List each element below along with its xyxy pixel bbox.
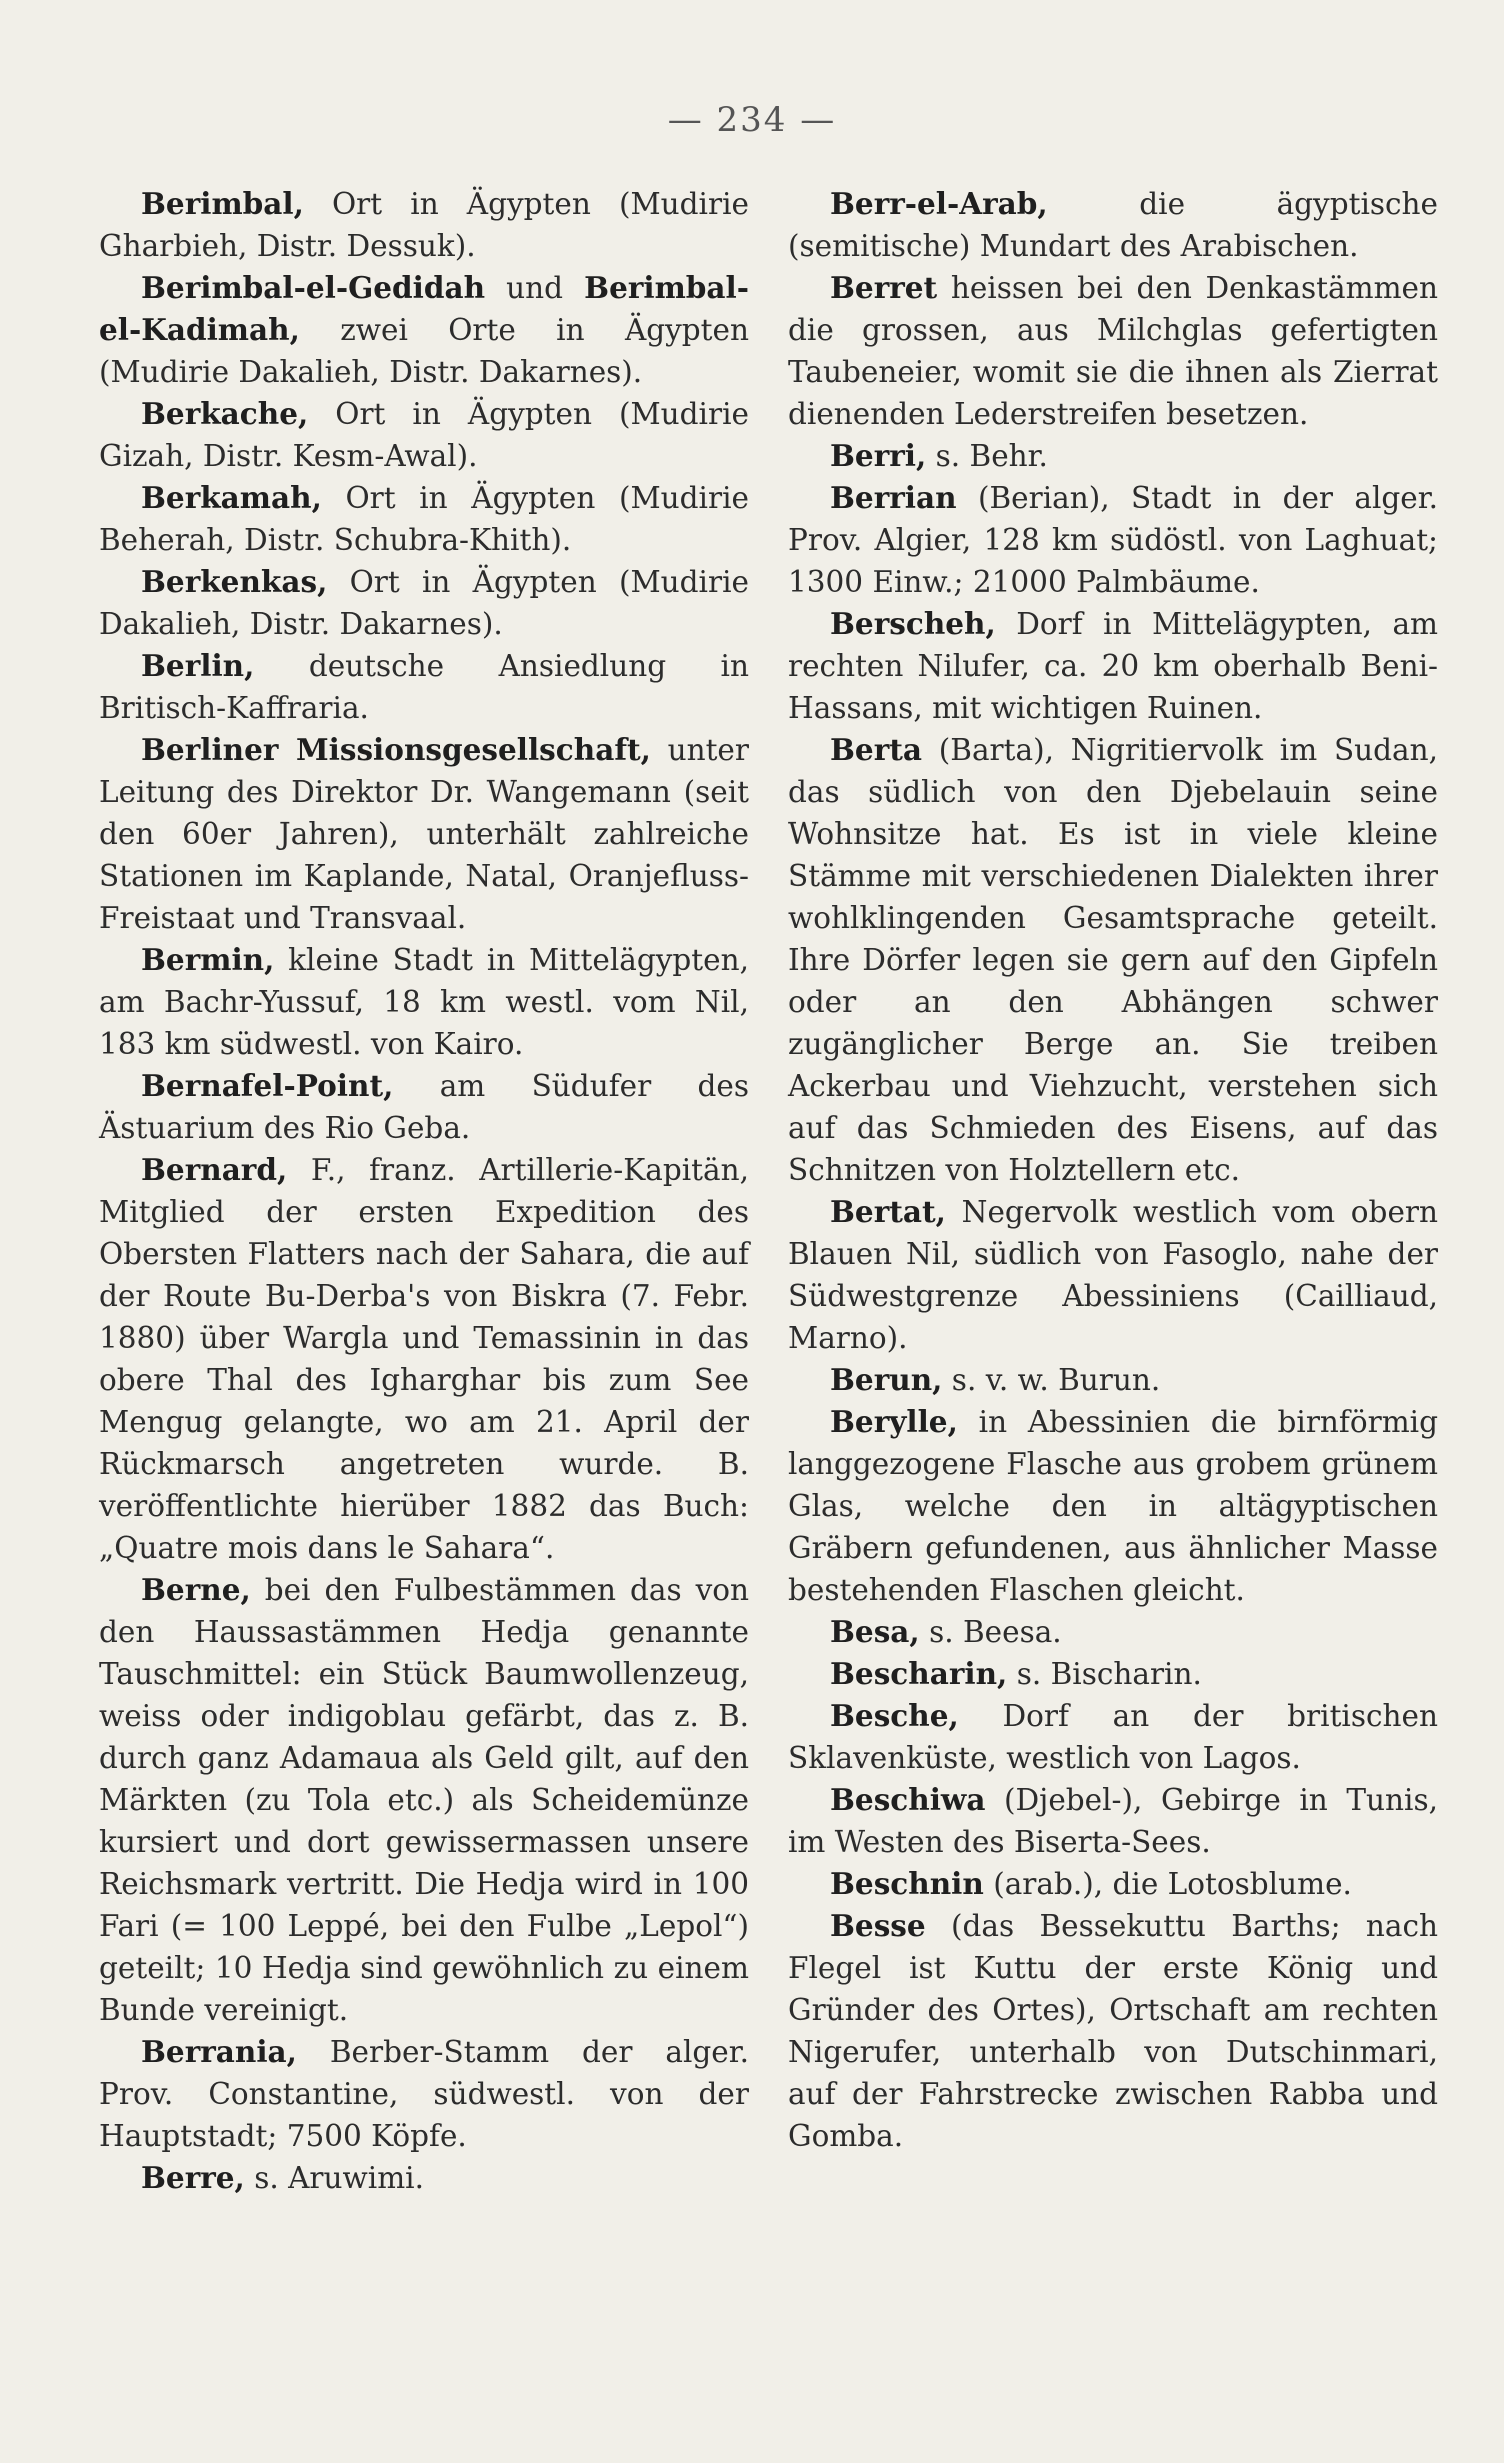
entry-text: s. Bischarin. (1007, 1657, 1202, 1691)
dictionary-entry (788, 603, 1438, 729)
dictionary-entry (99, 729, 749, 939)
dictionary-entry (99, 477, 749, 561)
entry-text: (Djebel-), Gebirge in Tunis, im Westen des Biserta-Sees. (788, 1783, 1438, 1859)
entry-text: Ort in Ägypten (Mudirie Dakalieh, Distr. Dakarnes). (99, 565, 749, 641)
dictionary-entry (788, 183, 1438, 267)
dictionary-entry (788, 1653, 1438, 1695)
entry-text: s. Aruwimi. (244, 2161, 424, 2195)
entry-text: Berber-Stamm der alger. Prov. Constantine, südwestl. von der Hauptstadt; 7500 Köpfe. (99, 2035, 749, 2153)
entry-headword: Berimbal-el-Kadimah, (99, 270, 749, 347)
entry-headword: Beschnin (830, 1866, 984, 1901)
entry-headword: Berimbal, (141, 186, 304, 221)
entry-text: kleine Stadt in Mittelägypten, am Bachr-Yussuf, 18 km westl. vom Nil, 183 km südwestl. von Kairo. (99, 943, 749, 1061)
dictionary-entry (99, 561, 749, 645)
entry-text: zwei Orte in Ägypten (Mudirie Dakalieh, Distr. Dakarnes). (99, 313, 749, 389)
entry-text: (arab.), die Lotosblume. (983, 1867, 1352, 1901)
entry-text: Ort in Ägypten (Mudirie Gizah, Distr. Kesm-Awal). (99, 397, 749, 473)
entry-text: F., franz. Artillerie-Kapitän, Mitglied der ersten Expedition des Obersten Flatters nach der Sahara, die auf der Route Bu-Derba's von Biskra (7. Febr. 1880) über Wargla und Temassinin in das obere Thal des Igharghar bis zum See Mengug gelangte, wo am 21. April der Rückmarsch angetreten wurde. B. veröffentlichte hierüber 1882 das Buch: „Quatre mois dans le Sahara“. (99, 1153, 749, 1565)
entry-text: Dorf in Mittelägypten, am rechten Nilufer, ca. 20 km oberhalb Beni-Hassans, mit wichtigen Ruinen. (788, 607, 1438, 725)
entry-headword: Bernard, (141, 1152, 288, 1187)
entry-headword: Berr-el-Arab, (830, 186, 1048, 221)
entry-text: bei den Fulbestämmen das von den Haussastämmen Hedja genannte Tauschmittel: ein Stück Baumwollenzeug, weiss oder indigoblau gefärbt, das z. B. durch ganz Adamaua als Geld gilt, auf den Märkten (zu Tola etc.) als Scheidemünze kursiert und dort gewissermassen unsere Reichsmark vertritt. Die Hedja wird in 100 Fari (= 100 Leppé, bei den Fulbe „Lepol“) geteilt; 10 Hedja sind gewöhnlich zu einem Bunde vereinigt. (99, 1573, 749, 2027)
entry-headword: Berliner Missionsgesellschaft, (141, 732, 651, 767)
entry-headword: Berkamah, (141, 480, 322, 515)
entry-headword: Berlin, (141, 648, 255, 683)
left-column (99, 183, 749, 2199)
entry-text: Ort in Ägypten (Mudirie Gharbieh, Distr. Dessuk). (99, 187, 749, 263)
entry-headword: Berrian (830, 480, 957, 515)
dictionary-entry (99, 2031, 749, 2157)
entry-headword: Bescharin, (830, 1656, 1008, 1691)
entry-text: Dorf an der britischen Sklavenküste, westlich von Lagos. (788, 1699, 1438, 1775)
dictionary-entry (788, 1359, 1438, 1401)
entry-text: (das Bessekuttu Barths; nach Flegel ist Kuttu der erste König und Gründer des Ortes), Ortschaft am rechten Nigerufer, unterhalb von Dutschinmari, auf der Fahrstrecke zwischen Rabba und Gomba. (788, 1909, 1438, 2153)
entry-headword: Besa, (830, 1614, 920, 1649)
entry-text: s. Beesa. (919, 1615, 1062, 1649)
entry-headword: Bernafel-Point, (141, 1068, 394, 1103)
entry-text: heissen bei den Denkastämmen die grossen, aus Milchglas gefertigten Taubeneier, womit sie die ihnen als Zierrat dienenden Lederstreifen besetzen. (788, 271, 1438, 431)
entry-headword: Berkenkas, (141, 564, 328, 599)
dictionary-entry (99, 267, 749, 393)
dictionary-entry (788, 435, 1438, 477)
entry-headword: Berri, (830, 438, 927, 473)
entry-headword: Berta (830, 732, 922, 767)
entry-text: (Berian), Stadt in der alger. Prov. Algier, 128 km südöstl. von Laghuat; 1300 Einw.; 21000 Palmbäume. (788, 481, 1438, 599)
dictionary-entry (99, 939, 749, 1065)
dictionary-entry (99, 1149, 749, 1569)
entry-headword: Berre, (141, 2160, 245, 2195)
dictionary-entry (99, 393, 749, 477)
entry-text: am Südufer des Ästuarium des Rio Geba. (99, 1069, 749, 1145)
dictionary-entry (788, 477, 1438, 603)
right-column (788, 183, 1438, 2157)
dictionary-entry (99, 1569, 749, 2031)
entry-text: unter Leitung des Direktor Dr. Wangemann (seit den 60er Jahren), unterhält zahlreiche Stationen im Kaplande, Natal, Oranjefluss-Freistaat und Transvaal. (99, 733, 749, 935)
entry-headword: Besche, (830, 1698, 959, 1733)
dictionary-entry (788, 1863, 1438, 1905)
entry-headword: Beschiwa (830, 1782, 986, 1817)
entry-headword: Berimbal-el-Gedidah (141, 270, 486, 305)
dictionary-entry (788, 267, 1438, 435)
dictionary-entry (99, 183, 749, 267)
dictionary-entry (788, 1695, 1438, 1779)
entry-text: Negervolk westlich vom obern Blauen Nil, südlich von Fasoglo, nahe der Südwestgrenze Abessiniens (Cailliaud, Marno). (788, 1195, 1438, 1355)
entry-headword: Berne, (141, 1572, 251, 1607)
entry-headword: Berrania, (141, 2034, 297, 2069)
entry-headword: Besse (830, 1908, 926, 1943)
dictionary-entry (99, 2157, 749, 2199)
entry-headword: Berret (830, 270, 938, 305)
dictionary-entry (99, 1065, 749, 1149)
entry-text: (Barta), Nigritiervolk im Sudan, das südlich von den Djebelauin seine Wohnsitze hat. Es ist in viele kleine Stämme mit verschiedenen Dialekten ihrer wohlklingenden Gesamtsprache geteilt. Ihre Dörfer legen sie gern auf den Gipfeln oder an den Abhängen schwer zugänglicher Berge an. Sie treiben Ackerbau und Viehzucht, verstehen sich auf das Schmieden des Eisens, auf das Schnitzen von Holztellern etc. (788, 733, 1438, 1187)
entry-headword: Bermin, (141, 942, 275, 977)
dictionary-entry (788, 1401, 1438, 1611)
entry-text: deutsche Ansiedlung in Britisch-Kaffraria. (99, 649, 749, 725)
entry-headword: Berscheh, (830, 606, 996, 641)
entry-text: s. v. w. Burun. (942, 1363, 1161, 1397)
dictionary-entry (788, 729, 1438, 1191)
entry-text: und (485, 271, 585, 305)
entry-headword: Berylle, (830, 1404, 958, 1439)
entry-text: die ägyptische (semitische) Mundart des Arabischen. (788, 187, 1438, 263)
dictionary-entry (788, 1779, 1438, 1863)
entry-headword: Bertat, (830, 1194, 946, 1229)
entry-text: s. Behr. (926, 439, 1048, 473)
page-number: — 234 — (667, 100, 837, 140)
dictionary-entry (788, 1905, 1438, 2157)
dictionary-entry (99, 645, 749, 729)
dictionary-entry (788, 1611, 1438, 1653)
entry-headword: Berun, (830, 1362, 943, 1397)
entry-headword: Berkache, (141, 396, 309, 431)
dictionary-entry (788, 1191, 1438, 1359)
entry-text: in Abessinien die birnförmig langgezogene Flasche aus grobem grünem Glas, welche den in altägyptischen Gräbern gefundenen, aus ähnlicher Masse bestehenden Flaschen gleicht. (788, 1405, 1438, 1607)
entry-text: Ort in Ägypten (Mudirie Beherah, Distr. Schubra-Khith). (99, 481, 749, 557)
